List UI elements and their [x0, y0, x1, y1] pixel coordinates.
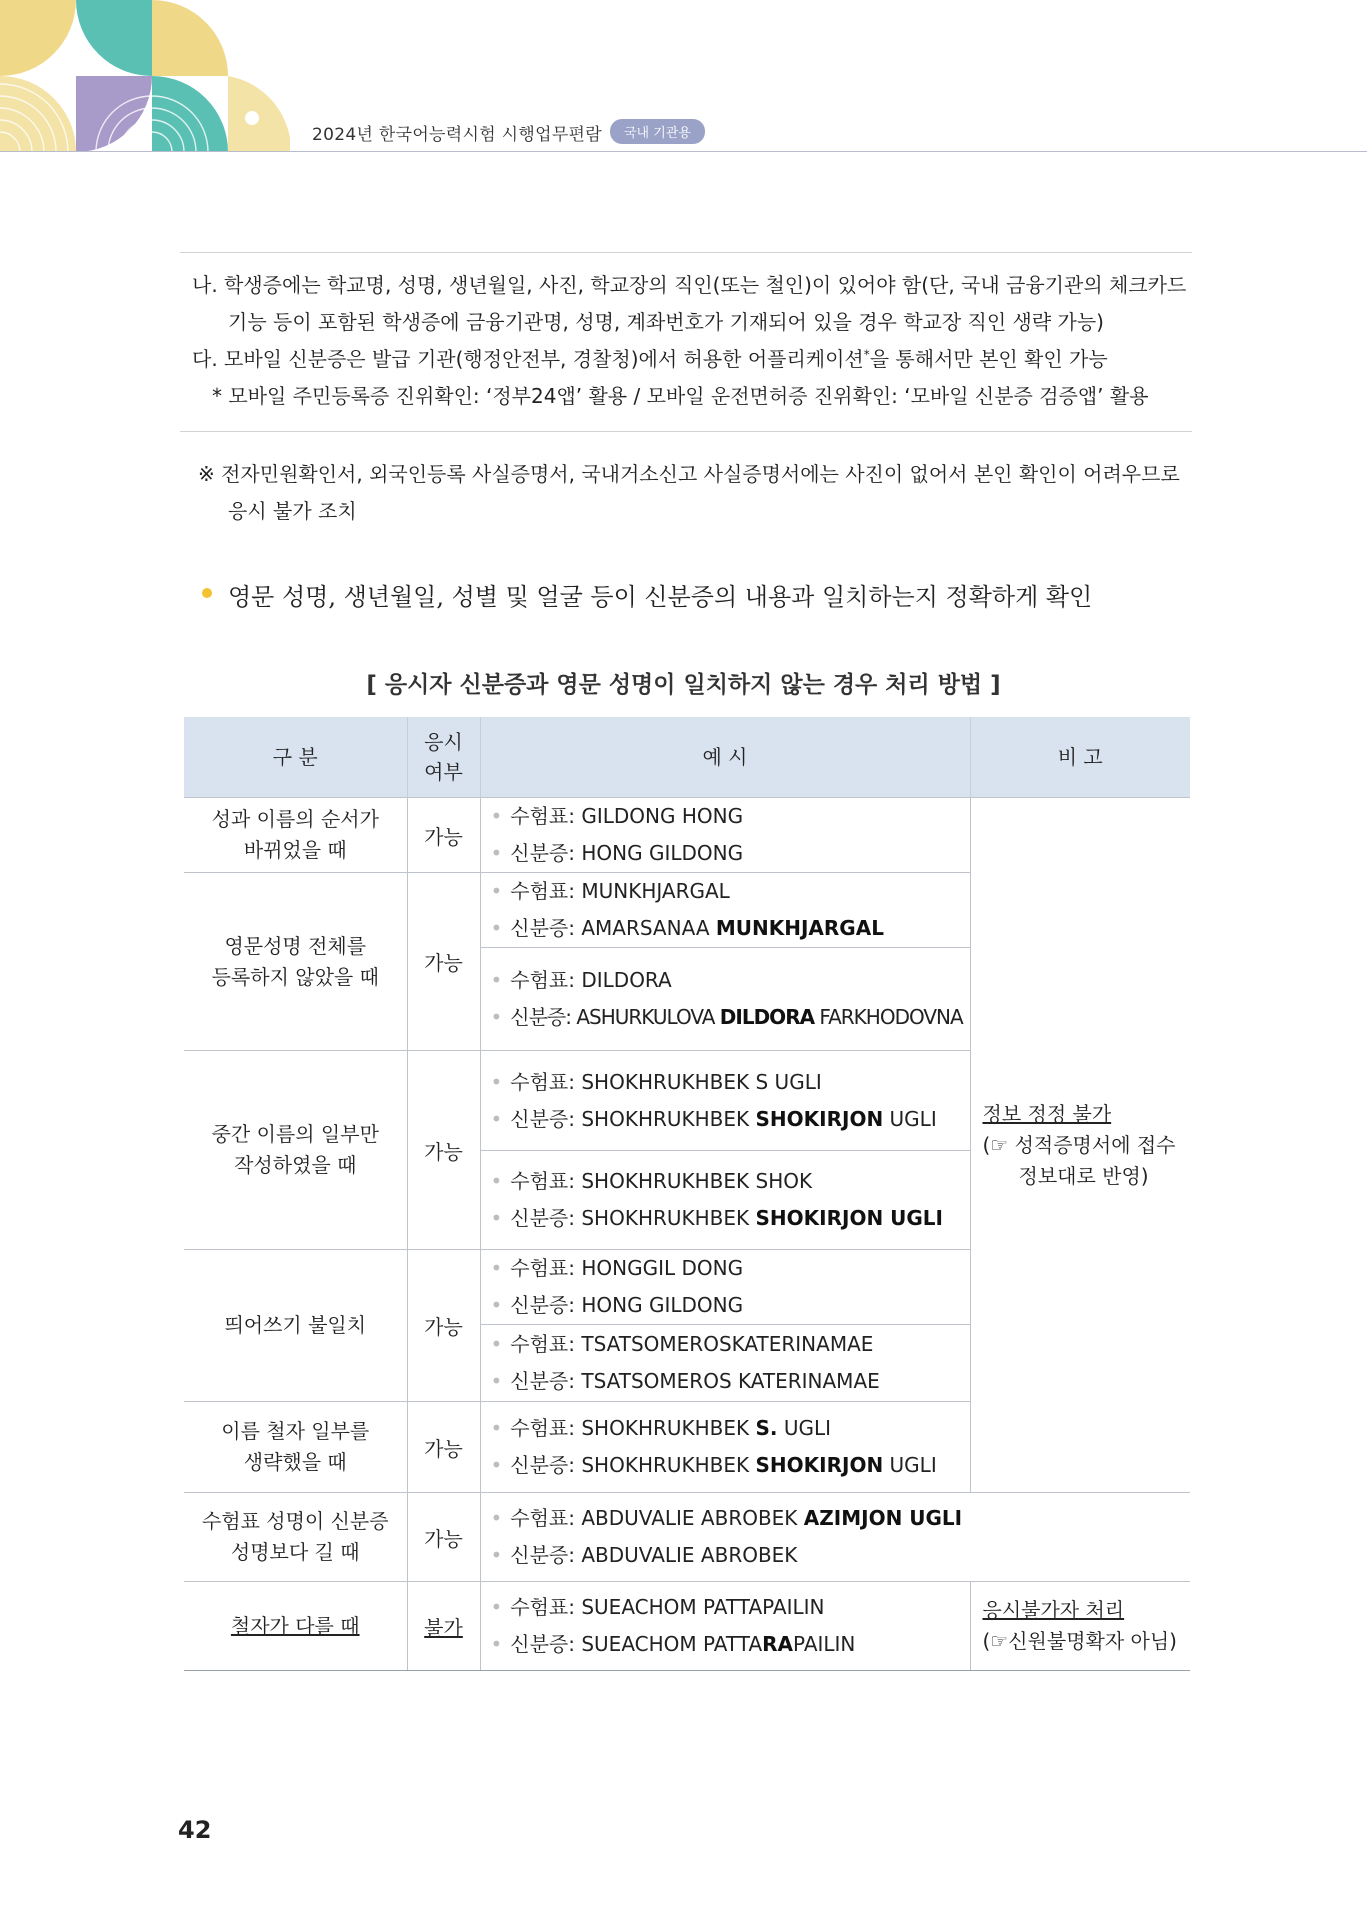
table-row	[184, 1582, 1190, 1671]
table-row	[184, 798, 1190, 873]
header-remarks: 비 고	[970, 717, 1190, 798]
remark-correction-line2: 정보대로 반영)	[1018, 1163, 1149, 1188]
rule-mobile-id: 다. 모바일 신분증은 발급 기관(행정안전부, 경찰청)에서 허용한 어플리케이션*을 통해서만 본인 확인 가능	[192, 347, 1108, 371]
example-cell: • 수험표: DILDORA • 신분증: ASHURKULOVA DILDORA FARKHODOVNA	[480, 948, 970, 1051]
table-row	[184, 1493, 1190, 1582]
remark-reject-sub: (☞신원불명확자 아님)	[982, 1629, 1177, 1653]
rule-student-id-1: 나. 학생증에는 학교명, 성명, 생년월일, 사진, 학교장의 직인(또는 철인)이 있어야 함(단, 국내 금융기관의 체크카드	[192, 273, 1187, 297]
page-number: 42	[178, 1816, 212, 1844]
allowed-cell: 가능	[407, 798, 480, 873]
category-cell: 영문성명 전체를 등록하지 않았을 때	[184, 873, 407, 1051]
remark-correction-title: 정보 정정 불가	[982, 1101, 1112, 1126]
example-cell: • 수험표: SUEACHOM PATTAPAILIN • 신분증: SUEACHOM PATTARAPAILIN	[480, 1582, 970, 1671]
example-cell: • 수험표: MUNKHJARGAL • 신분증: AMARSANAA MUNKHJARGAL	[480, 873, 970, 948]
allowed-cell: 가능	[407, 1250, 480, 1402]
category-cell: 수험표 성명이 신분증 성명보다 길 때	[184, 1493, 407, 1582]
header-decoration	[0, 0, 290, 152]
example-cell: • 수험표: HONGGIL DONG • 신분증: HONG GILDONG	[480, 1250, 970, 1325]
example-cell: • 수험표: ABDUVALIE ABROBEK AZIMJON UGLI • 신분증: ABDUVALIE ABROBEK	[480, 1493, 970, 1582]
example-cell: • 수험표: SHOKHRUKHBEK S UGLI • 신분증: SHOKHRUKHBEK SHOKIRJON UGLI	[480, 1051, 970, 1151]
category-cell: 성과 이름의 순서가 바뀌었을 때	[184, 798, 407, 873]
category-cell: 띄어쓰기 불일치	[184, 1250, 407, 1402]
category-cell: 철자가 다를 때	[184, 1582, 407, 1671]
allowed-cell: 가능	[407, 873, 480, 1051]
table-header-row	[184, 717, 1190, 798]
header-allowed: 응시 여부	[407, 717, 480, 798]
example-cell: • 수험표: SHOKHRUKHBEK SHOK • 신분증: SHOKHRUKHBEK SHOKIRJON UGLI	[480, 1151, 970, 1250]
note-line-2: 응시 불가 조치	[228, 499, 357, 523]
allowed-cell: 불가	[407, 1582, 480, 1671]
bullet-icon	[202, 588, 212, 598]
audience-badge: 국내 기관용	[610, 119, 705, 144]
table-title: [ 응시자 신분증과 영문 성명이 일치하지 않는 경우 처리 방법 ]	[366, 672, 1001, 698]
remark-correction-cell	[970, 798, 1190, 1493]
remark-reject-title: 응시불가자 처리	[982, 1598, 1125, 1622]
example-cell: • 수험표: GILDONG HONG • 신분증: HONG GILDONG	[480, 798, 970, 873]
category-cell: 이름 철자 일부를 생략했을 때	[184, 1402, 407, 1493]
remark-reject-cell	[970, 1582, 1190, 1671]
document-title: 2024년 한국어능력시험 시행업무편람	[312, 125, 602, 145]
header-divider	[0, 151, 1367, 152]
header-example: 예 시	[480, 717, 970, 798]
bullet-instruction: 영문 성명, 생년월일, 성별 및 얼굴 등이 신분증의 내용과 일치하는지 정확하게 확인	[228, 583, 1093, 611]
category-cell: 중간 이름의 일부만 작성하였을 때	[184, 1051, 407, 1250]
note-line-1: ※ 전자민원확인서, 외국인등록 사실증명서, 국내거소신고 사실증명서에는 사진이 없어서 본인 확인이 어려우므로	[198, 462, 1180, 486]
example-cell: • 수험표: SHOKHRUKHBEK S. UGLI • 신분증: SHOKHRUKHBEK SHOKIRJON UGLI	[480, 1402, 970, 1493]
example-cell: • 수험표: TSATSOMEROSKATERINAMAE • 신분증: TSATSOMEROS KATERINAMAE	[480, 1325, 970, 1402]
remark-correction-line1: (☞ 성적증명서에 접수	[982, 1132, 1176, 1157]
name-mismatch-table	[184, 717, 1190, 1671]
allowed-cell: 가능	[407, 1051, 480, 1250]
allowed-cell: 가능	[407, 1493, 480, 1582]
header-category: 구 분	[184, 717, 407, 798]
rule-student-id-2: 기능 등이 포함된 학생증에 금융기관명, 성명, 계좌번호가 기재되어 있을 경우 학교장 직인 생략 가능)	[228, 310, 1104, 334]
rule-mobile-id-footnote: * 모바일 주민등록증 진위확인: ‘정부24앱’ 활용 / 모바일 운전면허증 진위확인: ‘모바일 신분증 검증앱’ 활용	[212, 384, 1149, 408]
id-rules-box	[180, 252, 1192, 432]
allowed-cell: 가능	[407, 1402, 480, 1493]
